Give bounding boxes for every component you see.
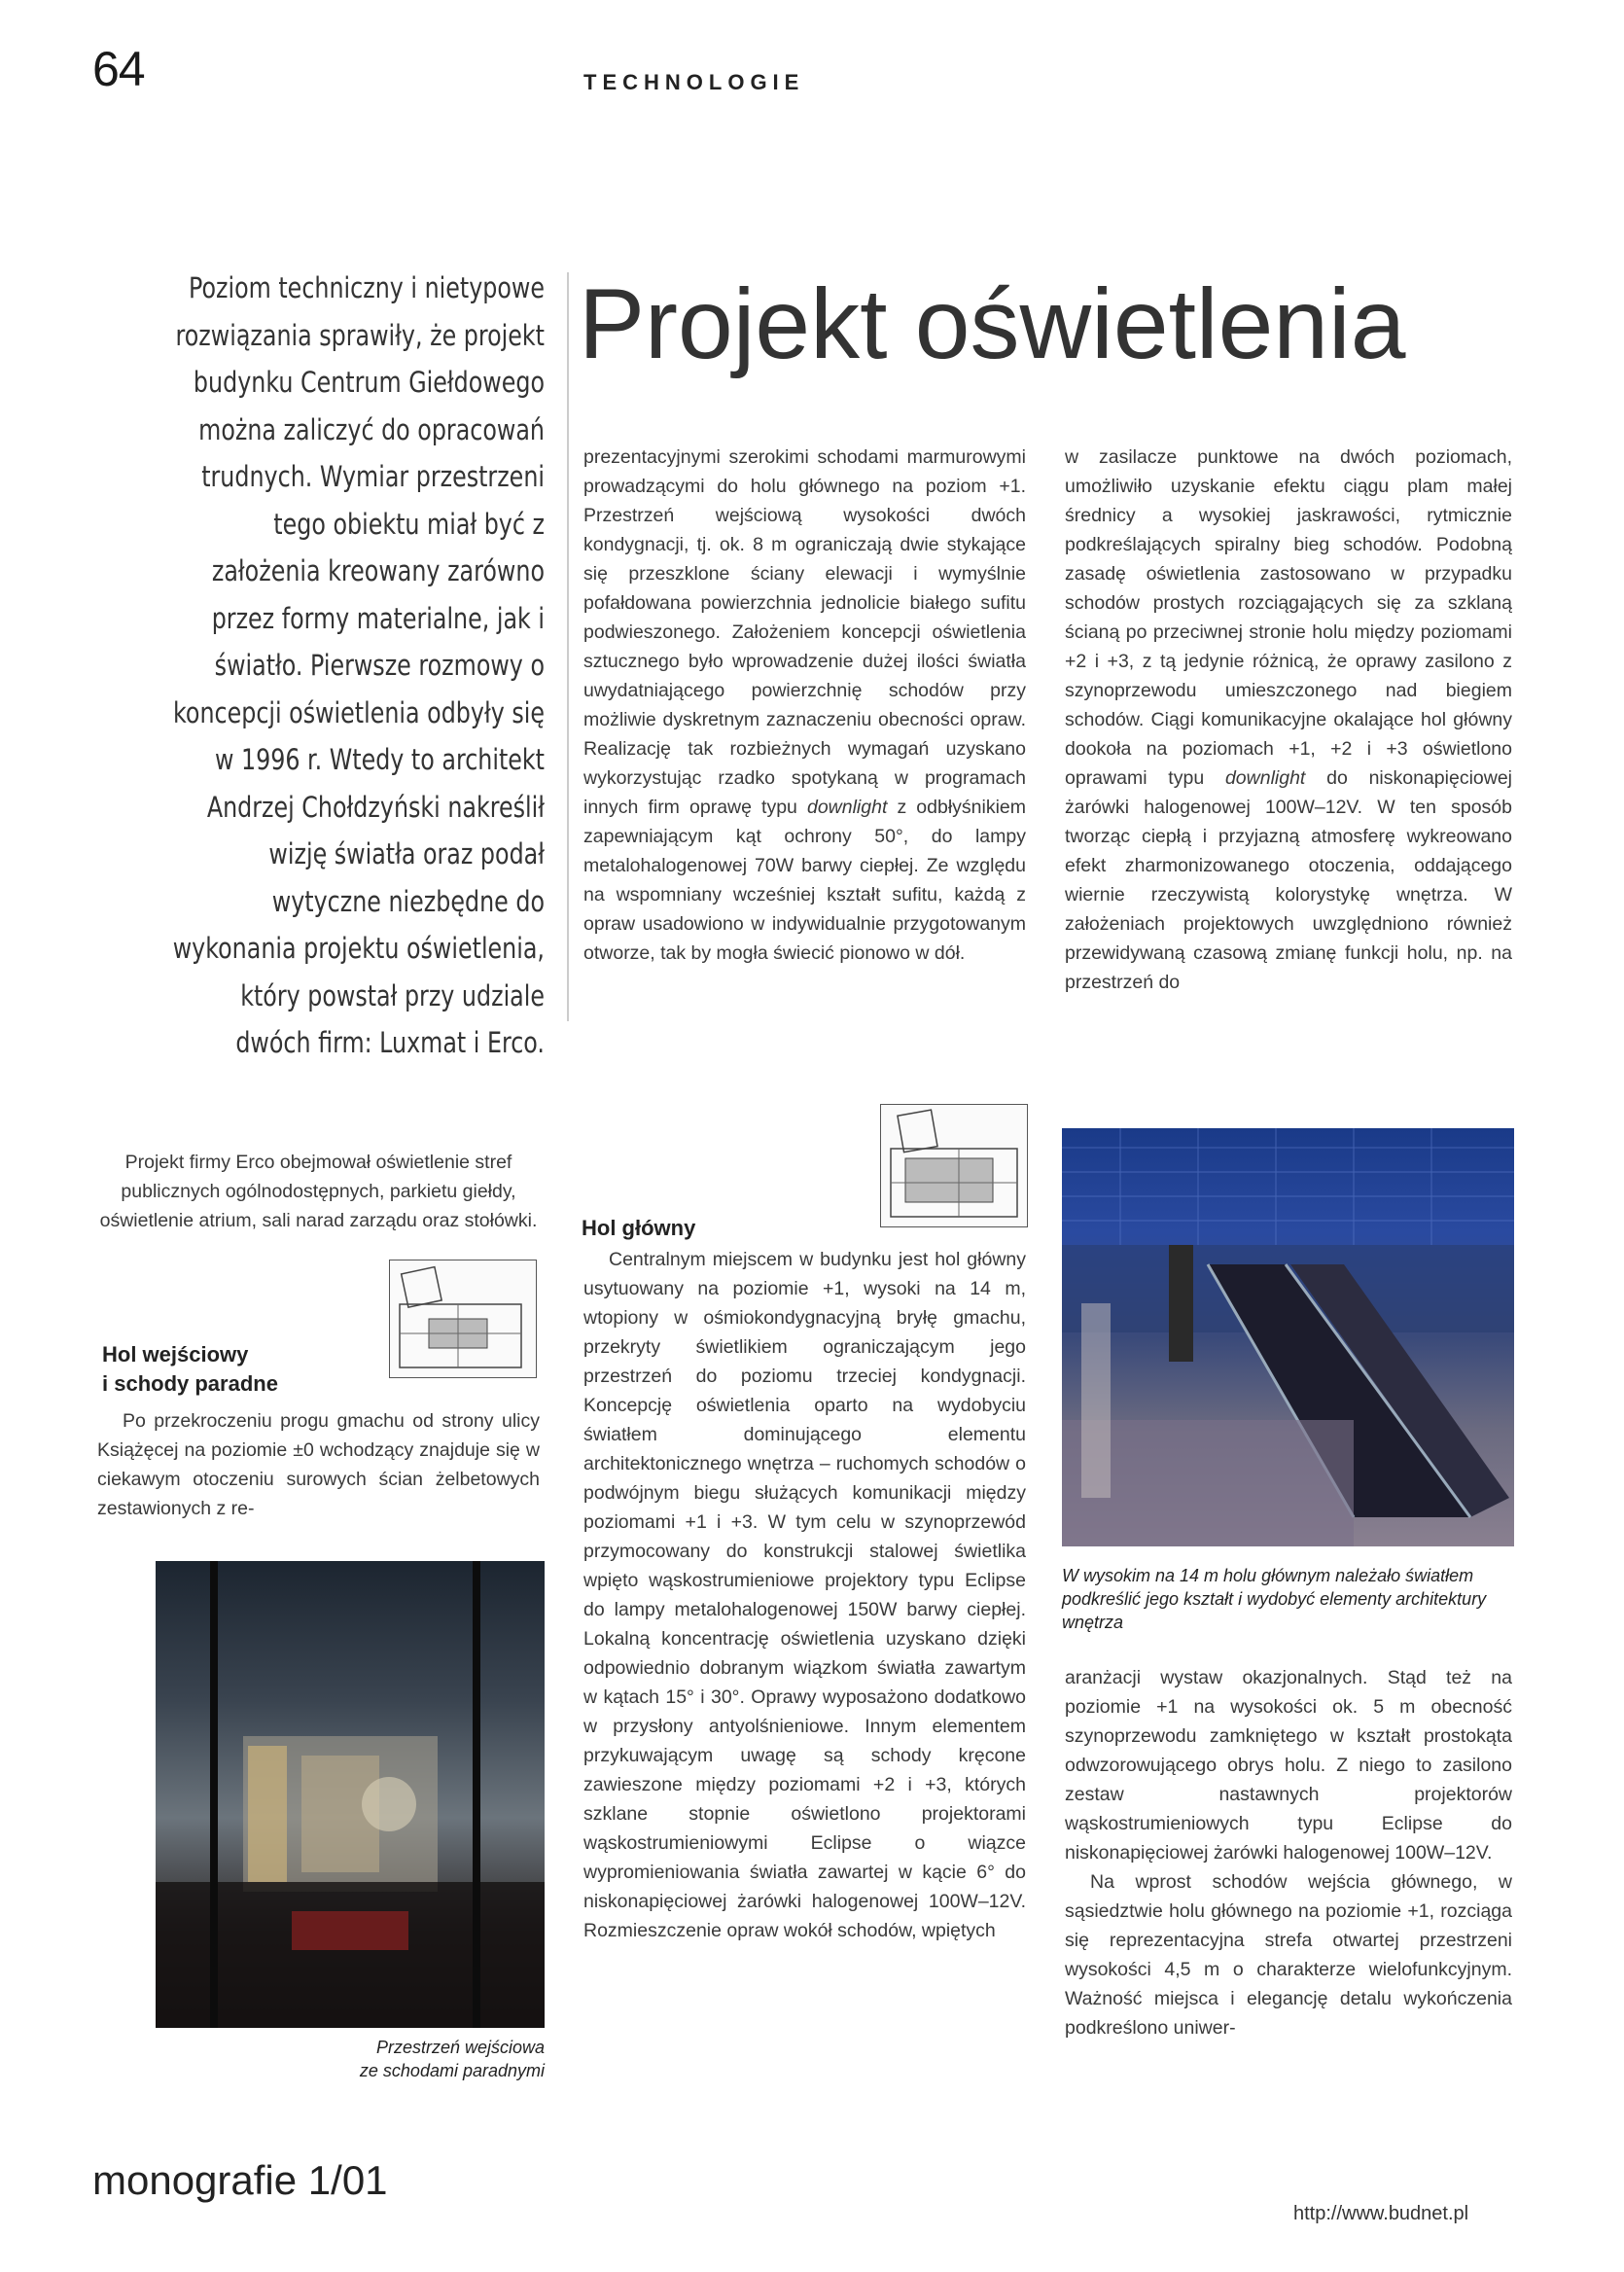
floor-plan-entrance [389,1260,537,1378]
escalator-photo [1062,1128,1514,1546]
col3-bottom-paragraph-1: aranżacji wystaw okazjonalnych. Stąd też na poziomie +1 na wysokości ok. 5 m obecność szynoprzewodu zamkniętego w kształt prostokąta odwzorowującego obrys holu. Z niego to zasilono zestaw nastawnych projektorów wąskostrumieniowych typu Eclipse do niskonapięciowej żarówki halogenowej 100W–12V. [1065,1667,1512,1864]
lead-paragraph: Poziom techniczny i nietypowe rozwiązania sprawiły, że projekt budynku Centrum Giełdowego można zaliczyć do opracowań trudnych. Wymiar przestrzeni tego obiektu miał być z założenia kreowany zarówno przez formy materialne, jak i światło. Pierwsze rozmowy o koncepcji oświetlenia odbyły się w 1996 r. Wtedy to architekt Andrzej Chołdzyński nakreślił wizję światła oraz podał wytyczne niezbędne do wykonania projektu oświetlenia, który powstał przy udziale dwóch firm: Luxmat i Erco. [172,271,546,1059]
col1-paragraph: Po przekroczeniu progu gmachu od strony ulicy Książęcej na poziomie ±0 wchodzący znajduje się w ciekawym otoczeniu surowych ścian żelbetowych zestawionych z re- [97,1410,540,1519]
floor-plan-icon [881,1105,1027,1226]
section-label: TECHNOLOGIE [583,70,805,94]
col3-text-1: w zasilacze punktowe na dwóch poziomach, umożliwiło uzyskanie efektu ciągu plam małej średnicy a wysokiej jaskrawości, rytmicznie podkreślających spiralny bieg schodów. Podobną zasadę oświetlenia zastosowano w przypadku schodów prostych rozciągających się za szklaną ścianą po przeciwnej stronie holu między poziomami +2 i +3, z tą jedynie różnicą, że oprawy zasilono z szynoprzewodu umieszczonego nad biegiem schodów. Ciągi komunikacyjne okalające hol główny dookoła na poziomach +1, +2 i +3 oświetlono oprawami typu [1065,446,1512,789]
article-title: Projekt oświetlenia [579,268,1406,379]
page-number: 64 [92,42,145,96]
footer-url[interactable]: http://www.budnet.pl [1293,2203,1469,2224]
col3-text-2: do niskonapięciowej żarówki halogenowej 100W–12V. W ten sposób tworząc ciepłą i przyjazną atmosferę wykreowano efekt zharmonizowanego otoczenia, oddającego wiernie rzeczywistą kolorystykę wnętrza. W założeniach projektowych uwzględniono również przewidywaną czasową zmianę funkcji holu, np. na przestrzeń do [1065,767,1513,993]
column-2-bottom [583,1245,1026,1945]
column-3-top [1065,443,1512,997]
column-3-bottom [1065,1663,1512,2042]
heading-hol-wejsciowy [102,1340,278,1399]
entrance-photo [156,1561,545,2028]
col2-bottom-paragraph: Centralnym miejscem w budynku jest hol główny usytuowany na poziomie +1, wysoki na 14 m, wtopiony w ośmiokondygnacyjną bryłę gmachu, przekryty świetlikiem ograniczającym jego przestrzeń do poziomu trzeciej kondygnacji. Koncepcję oświetlenia oparto na wydobyciu światłem dominującego elementu architektonicznego wnętrza – ruchomych schodów o podwójnym biegu służących komunikacji między poziomami +1 i +3. W tym celu w szynoprzewód przymocowany do konstrukcji stalowej świetlika wpięto wąskostrumieniowe projektory typu Eclipse do lampy metalohalogenowej 150W barwy ciepłej. Lokalną koncentrację oświetlenia uzyskano dzięki odpowiednio dobranym wiązkom światła zawartym w kątach 15° i 30°. Oprawy wyposażono dodatkowo w przysłony antyolśnieniowe. Innym elementem przykuwającym uwagę są schody kręcone zawieszone między poziomami +2 i +3, których szklane stopnie oświetlono projektorami wąskostrumieniowymi Eclipse o wiązce wypromieniowania światła zawartej w kącie 6° do niskonapięciowej żarówki halogenowej 100W–12V. Rozmieszczenie opraw wokół schodów, wpiętych [583,1249,1026,1941]
col2-text-1: prezentacyjnymi szerokimi schodami marmurowymi prowadzącymi do holu głównego na poziom +1. Przestrzeń wejściową wysokości dwóch kondygnacji, tj. ok. 8 m ograniczają dwie stykające się przeszklone ściany elewacji i wymyślnie pofałdowana powierzchnia jednolicie białego sufitu podwieszonego. Założeniem koncepcji oświetlenia sztucznego było wprowadzenie dużej ilości światła uwydatniającego powierzchnię schodów przy możliwie dyskretnym zaznaczeniu obecności opraw. Realizację tak rozbieżnych wymagań uzyskano wykorzystując rzadko spotykaną w programach innych firm oprawę typu [583,446,1026,818]
floor-plan-icon [390,1260,536,1377]
lead-divider [567,272,569,1021]
caption-entrance [156,2036,545,2082]
col1-body [97,1406,540,1523]
magazine-issue: monografie 1/01 [92,2157,388,2203]
entrance-photo-illustration [156,1561,545,2028]
escalator-photo-illustration [1062,1128,1514,1546]
col2-text-2: z odbłyśnikiem zapewniającym kąt ochrony 50°, do lampy metalohalogenowej 70W barwy ciepłej. Ze względu na wspomniany wcześniej kształt sufitu, każdą z opraw usadowiono w indywidualnie przygotowanym otworze, tak by mogła świecić pionowo w dół. [583,797,1026,964]
heading-hol-glowny: Hol główny [582,1216,696,1240]
col3-em: downlight [1224,767,1306,789]
caption-line-1: Przestrzeń wejściowa [375,2038,545,2057]
col3-bottom-paragraph-2: Na wprost schodów wejścia głównego, w sąsiedztwie holu głównego na poziomie +1, rozciąga się reprezentacyjna strefa otwartej przestrzeni wysokości 4,5 m o charakterze wielofunkcyjnym. Ważność miejsca i elegancję detalu wykończenia podkreślono uniwer- [1065,1871,1512,2039]
floor-plan-main-hall [880,1104,1028,1227]
heading-line-2: i schody paradne [102,1371,278,1396]
caption-escalator: W wysokim na 14 m holu głównym należało światłem podkreślić jego kształt i wydobyć elementy architektury wnętrza [1062,1566,1487,1632]
col2-em: downlight [806,797,888,818]
caption-line-2: ze schodami paradnymi [359,2061,545,2080]
heading-line-1: Hol wejściowy [102,1342,249,1367]
col1-intro: Projekt firmy Erco obejmował oświetlenie stref publicznych ogólnodostępnych, parkietu giełdy, oświetlenie atrium, sali narad zarządu oraz stołówki. [99,1152,538,1231]
column-2-top [583,443,1026,968]
